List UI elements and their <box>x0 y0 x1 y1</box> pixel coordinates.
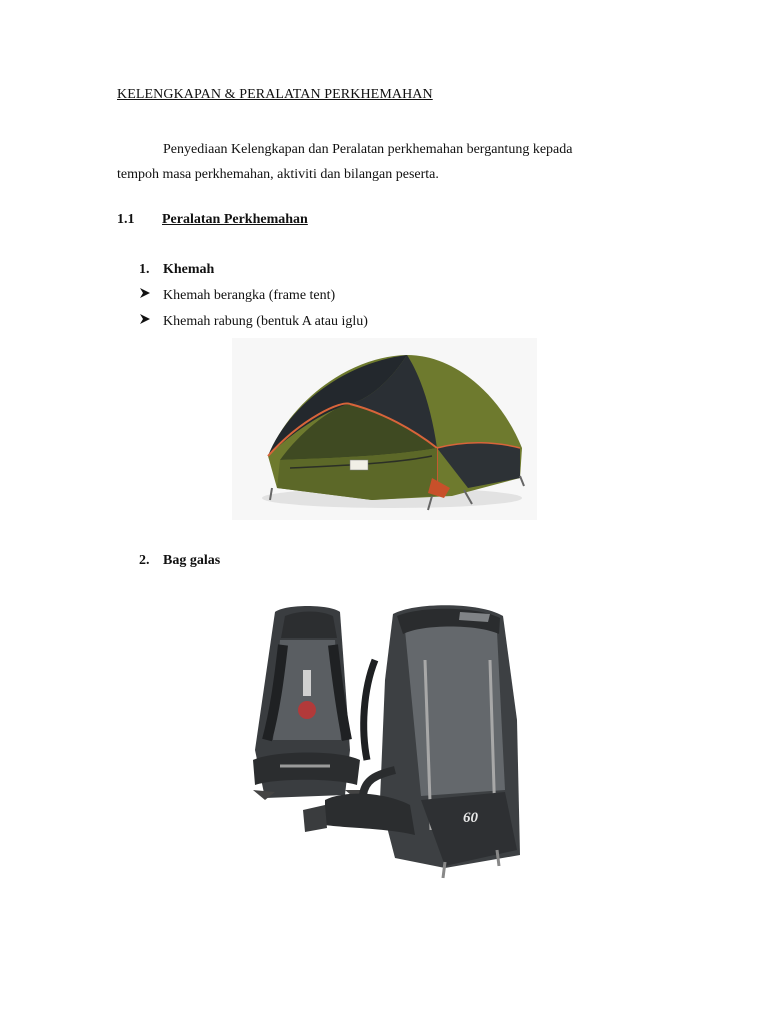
section-label: Peralatan Perkhemahan <box>162 212 308 227</box>
backpack-badge: 60 <box>463 810 478 826</box>
item-label: Bag galas <box>163 553 221 568</box>
tent-image <box>232 338 537 520</box>
section-heading <box>117 212 308 228</box>
intro-line-1: Penyediaan Kelengkapan dan Peralatan perkhemahan bergantung kepada <box>163 142 573 157</box>
item-label: Khemah <box>163 262 215 277</box>
arrow-bullet-icon <box>139 313 163 330</box>
intro-line-2: tempoh masa perkhemahan, aktiviti dan bilangan peserta. <box>117 167 439 182</box>
item-number: 2. <box>139 553 150 568</box>
bullet-item <box>139 287 335 304</box>
list-item-bag-galas <box>139 553 220 569</box>
page-title: KELENGKAPAN & PERALATAN PERKHEMAHAN <box>117 87 433 102</box>
list-item-khemah <box>139 262 214 278</box>
item-number: 1. <box>139 262 150 277</box>
section-number: 1.1 <box>117 212 135 227</box>
bullet-item <box>139 313 368 330</box>
backpack-back-view <box>253 606 363 800</box>
bullet-text: Khemah berangka (frame tent) <box>163 288 336 303</box>
intro-paragraph <box>117 137 637 187</box>
backpack-image <box>245 600 527 882</box>
bullet-text: Khemah rabung (bentuk A atau iglu) <box>163 314 368 329</box>
arrow-bullet-icon <box>139 287 163 304</box>
